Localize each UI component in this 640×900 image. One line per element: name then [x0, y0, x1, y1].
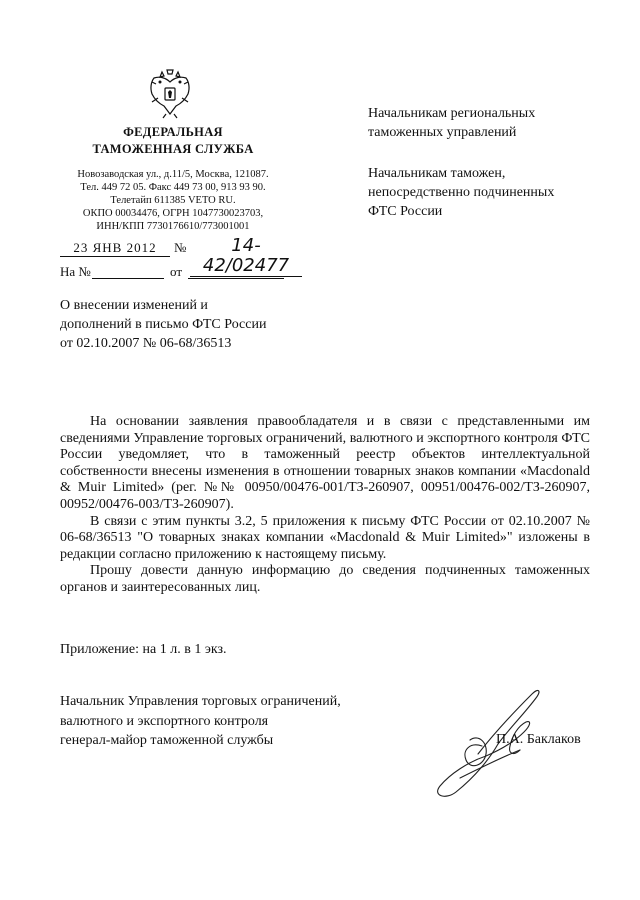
phone-line: Тел. 449 72 05. Факс 449 73 00, 913 93 90. — [80, 182, 266, 193]
subject-line: от 02.10.2007 № 06-68/36513 — [60, 336, 232, 351]
org-name-line2: ТАМОЖЕННАЯ СЛУЖБА — [92, 142, 254, 156]
registration-date: 23 ЯНВ 2012 — [60, 240, 170, 257]
signatory-title-line: генерал-майор таможенной службы — [60, 733, 274, 748]
body-paragraph: В связи с этим пункты 3.2, 5 приложения к письму ФТС России от 02.10.2007 № 06-68/36513 "О товарных знаках компании «Macdonald & Muir Limited»" изложены в редакции согласно приложению к настоящему письму. — [60, 513, 590, 562]
body-paragraph: Прошу довести данную информацию до сведения подчиненных таможенных органов и заинтересованных лиц. — [60, 563, 590, 595]
signatory-title-line: валютного и экспортного контроля — [60, 713, 269, 729]
recipient-line: Начальникам таможен, — [368, 166, 506, 181]
subject-line: дополнений в письмо ФТС России — [60, 317, 267, 332]
letter-subject — [60, 296, 266, 353]
recipient-block-2 — [368, 164, 554, 221]
okpo-line: ОКПО 00034476, ОГРН 1047730023703, — [82, 208, 264, 219]
subject-line: О внесении изменений и — [60, 298, 208, 313]
letter-body — [60, 414, 590, 597]
registration-number-label: № — [174, 240, 187, 255]
address-line: Новозаводская ул., д.11/5, Москва, 121087. — [77, 169, 269, 180]
signatory-title — [60, 692, 341, 751]
body-paragraph: На основании заявления правообладателя и в связи с представленными им сведениями Управление торговых ограничений, валютного и экспортного контроля ФТС России уведомляет, что в таможенный реестр объектов интеллектуальной собственности внесены изменения в отношении товарных знаков компании «Macdonald & Muir Limited» (рег. №№ 00950/00476-001/ТЗ-260907, 00951/00476-002/ТЗ-260907, 00952/00476-003/ТЗ-260907). — [60, 414, 590, 512]
teletype-line: Телетайп 611385 VETO RU. — [110, 195, 236, 206]
reference-date-blank — [188, 278, 284, 279]
signatory-title-line: Начальник Управления торговых ограничений, — [60, 694, 341, 709]
attachment-note: Приложение: на 1 л. в 1 экз. — [60, 642, 227, 657]
signatory-name: П.А. Баклаков — [496, 732, 581, 747]
reference-from-label: от — [170, 264, 183, 279]
reference-number-blank — [92, 278, 164, 279]
reference-label: На № — [60, 264, 91, 279]
registration-number: 14-42/02477 — [190, 236, 302, 277]
recipient-line: ФТС России — [368, 204, 443, 219]
coat-of-arms-emblem — [146, 68, 194, 120]
inn-line: ИНН/КПП 7730176610/773001001 — [96, 221, 250, 232]
recipient-line: таможенных управлений — [368, 125, 517, 140]
recipient-line: Начальникам региональных — [368, 106, 536, 121]
recipient-block-1 — [368, 104, 535, 142]
recipient-line: непосредственно подчиненных — [368, 185, 555, 200]
org-name-line1: ФЕДЕРАЛЬНАЯ — [123, 125, 223, 139]
